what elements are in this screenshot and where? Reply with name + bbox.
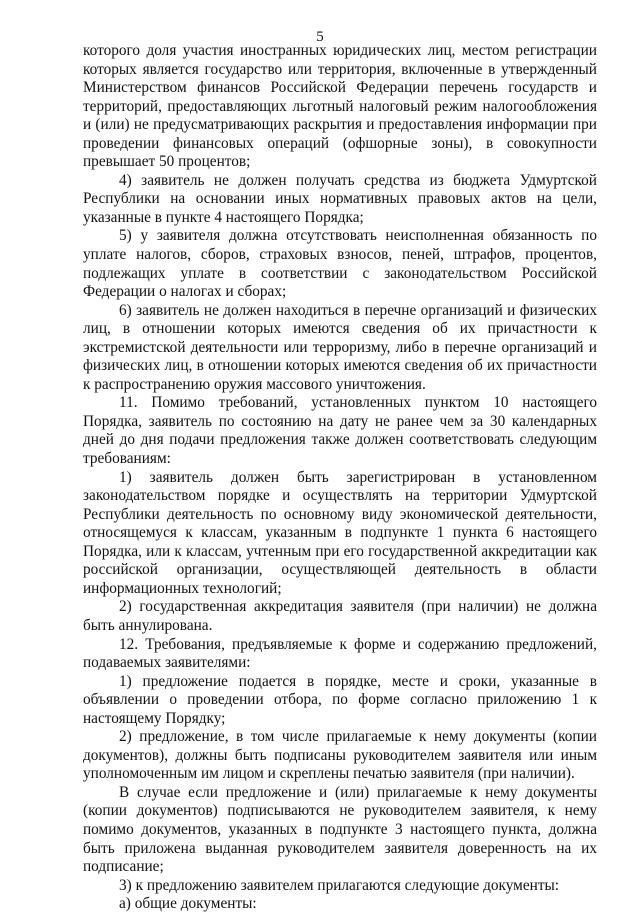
paragraph-general-documents: а) общие документы: (119, 895, 257, 913)
paragraph-section-12: 12. Требования, предъявляемые к форме и содержанию предложений, подаваемых заявителями: (83, 635, 597, 672)
page-number: 5 (316, 29, 324, 45)
document-body (83, 42, 597, 914)
paragraph-section-12-item-3: 3) к предложению заявителем прилагаются следующие документы: (119, 876, 560, 894)
paragraph-section-11-item-2: 2) государственная аккредитация заявителя (при наличии) не должна быть аннулирована. (83, 598, 597, 634)
paragraph-item-4: 4) заявитель не должен получать средства из бюджета Удмуртской Республики на основании иных нормативных правовых актов на цели, указанные в пункте 4 настоящего Порядка; (83, 171, 597, 226)
paragraph-item-5: 5) у заявителя должна отсутствовать неисполненная обязанность по уплате налогов, сборов, страховых взносов, пеней, штрафов, процентов, подлежащих уплате в соответствии с законодательством Российской Федерации о налогах и сборах; (83, 227, 597, 301)
paragraph-proxy-note: В случае если предложение и (или) прилагаемые к нему документы (копии документов) подписываются не руководителем заявителя, к нему помимо документов, указанных в подпункте 3 настоящего пункта, должна быть приложена выданная руководителем заявителя доверенность на их подписание; (83, 783, 597, 876)
paragraph-continuation: которого доля участия иностранных юридических лиц, местом регистрации которых является государство или территория, включенные в утвержденный Министерством финансов Российской Федерации перечень государств и территорий, предоставляющих льготный налоговый режим налогообложения и (или) не предусматривающих раскрытия и предоставления информации при проведении финансовых операций (офшорные зоны), в совокупности превышает 50 процентов; (83, 42, 597, 171)
paragraph-item-6: 6) заявитель не должен находиться в перечне организаций и физических лиц, в отношении которых имеются сведения об их причастности к экстремистской деятельности или терроризму, либо в перечне организаций и физических лиц, в отношении которых имеются сведения об их причастности к распространению оружия массового уничтожения. (83, 301, 597, 393)
paragraph-section-12-item-2: 2) предложение, в том числе прилагаемые к нему документы (копии документов), должны быть подписаны руководителем заявителя или иным уполномоченным им лицом и скреплены печатью заявителя (при наличии). (83, 728, 597, 783)
paragraph-section-12-item-1: 1) предложение подается в порядке, месте и сроки, указанные в объявлении о проведении отбора, по форме согласно приложению 1 к настоящему Порядку; (83, 672, 597, 727)
paragraph-section-11-item-1: 1) заявитель должен быть зарегистрирован в установленном законодательством порядке и осуществлять на территории Удмуртской Республики деятельность по основному виду экономической деятельности, относящемуся к классам, указанным в подпункте 1 пункта 6 настоящего Порядка, или к классам, учтенным при его государственной аккредитации как российской организации, осуществляющей деятельность в области информационных технологий; (83, 468, 597, 597)
paragraph-section-11: 11. Помимо требований, установленных пунктом 10 настоящего Порядка, заявитель по состоянию на дату не ранее чем за 30 календарных дней до дня подачи предложения также должен соответствовать следующим требованиям: (83, 394, 597, 468)
